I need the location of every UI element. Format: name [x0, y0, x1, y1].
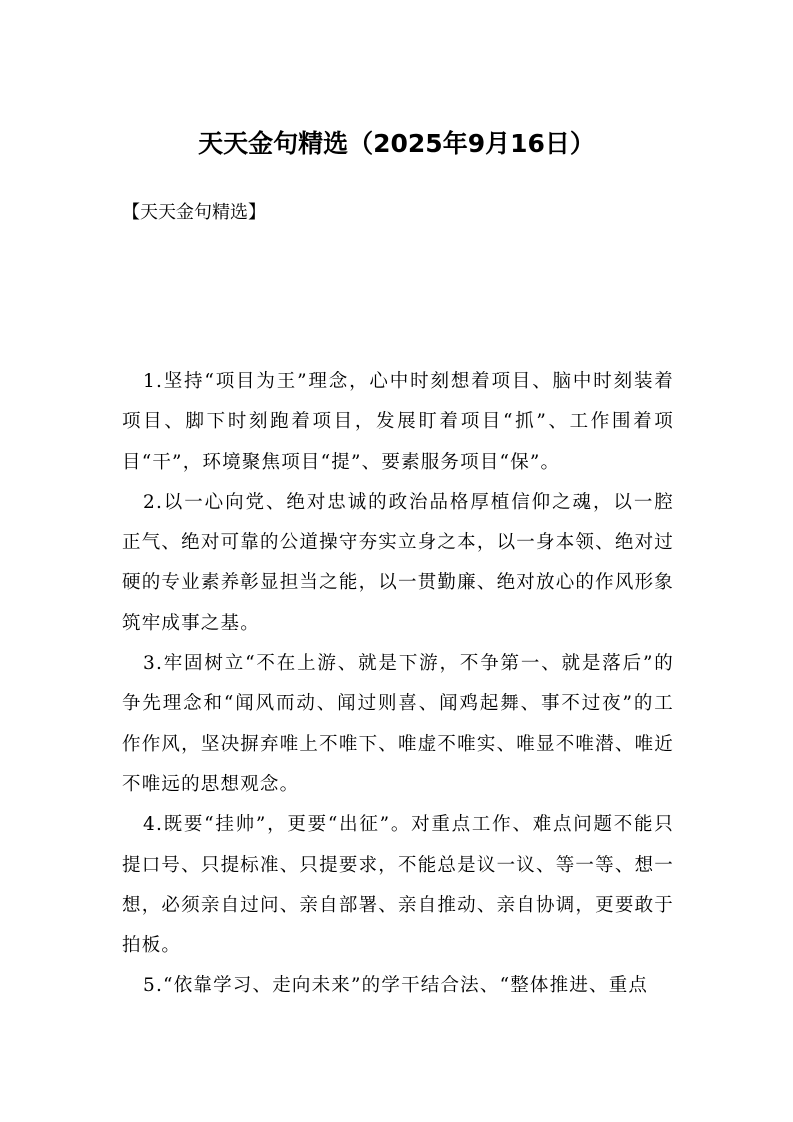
- paragraph-3: 3.牢固树立“不在上游、就是下游，不争第一、就是落后”的争先理念和“闻风而动、闻过则喜、闻鸡起舞、事不过夜”的工作作风，坚决摒弃唯上不唯下、唯虚不唯实、唯显不唯潜、唯近不唯远的思想观念。: [122, 653, 674, 795]
- paragraph-1: 1.坚持“项目为王”理念，心中时刻想着项目、脑中时刻装着项目、脚下时刻跑着项目，发展盯着项目“抓”、工作围着项目“干”，环境聚焦项目“提”、要素服务项目“保”。: [122, 371, 674, 473]
- document-title: 天天金句精选（2025年9月16日）: [198, 129, 595, 158]
- section-label: 【天天金句精选】: [122, 202, 266, 223]
- paragraph-4: 4.既要“挂帅”，更要“出征”。对重点工作、难点问题不能只提口号、只提标准、只提要求，不能总是议一议、等一等、想一想，必须亲自过问、亲自部署、亲自推动、亲自协调，更要敢于拍板。: [122, 814, 674, 957]
- paragraph-2: 2.以一心向党、绝对忠诚的政治品格厚植信仰之魂，以一腔正气、绝对可靠的公道操守夯实立身之本，以一身本领、绝对过硬的专业素养彰显担当之能，以一贯勤廉、绝对放心的作风形象筑牢成事之基。: [122, 491, 674, 634]
- paragraph-5: 5.“依靠学习、走向未来”的学干结合法、“整体推进、重点: [143, 975, 649, 997]
- document-body: [122, 362, 674, 1007]
